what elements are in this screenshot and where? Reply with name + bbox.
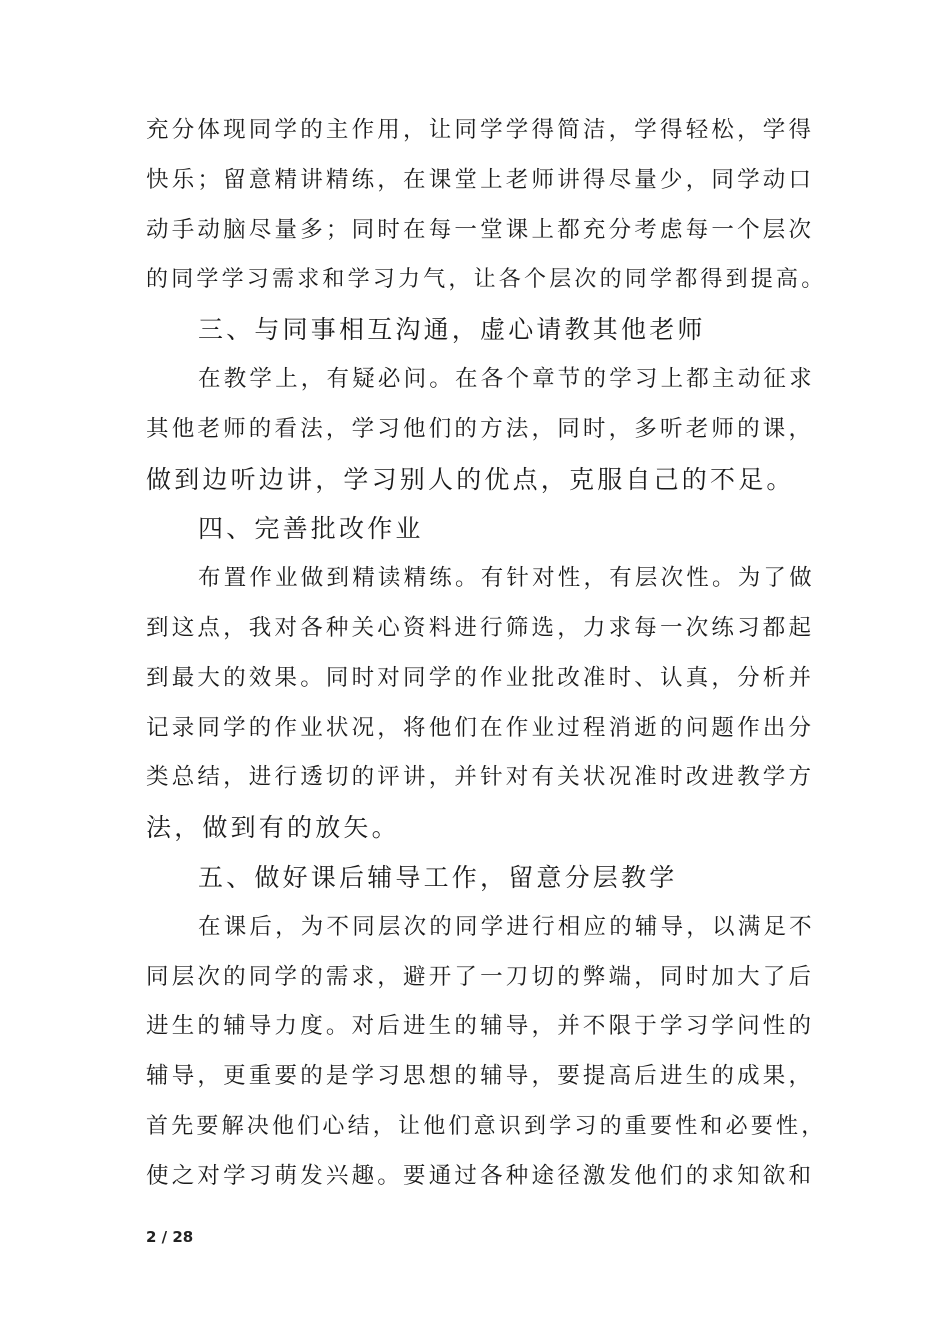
text-line: 进生的辅导力度。对后进生的辅导，并不限于学习学问性的: [146, 1013, 815, 1040]
text-line: 到最大的效果。同时对同学的作业批改准时、认真，分析并: [146, 664, 815, 691]
text-line: 类总结，进行透切的评讲，并针对有关状况准时改进教学方: [146, 764, 815, 791]
document-body: [146, 106, 826, 1202]
text-line: 快乐；留意精讲精练，在课堂上老师讲得尽量少，同学动口: [146, 166, 815, 193]
text-line: 首先要解决他们心结，让他们意识到学习的重要性和必要性，: [146, 1113, 827, 1139]
text-line: 法，做到有的放矢。: [146, 813, 400, 843]
text-line: 到这点，我对各种关心资料进行筛选，力求每一次练习都起: [146, 614, 815, 641]
paragraph-start-line: 五、做好课后辅导工作，留意分层教学: [198, 862, 678, 892]
text-line: 其他老师的看法，学习他们的方法，同时，多听老师的课，: [146, 415, 815, 442]
text-line: 使之对学习萌发兴趣。要通过各种途径激发他们的求知欲和: [146, 1162, 815, 1189]
text-line: 同层次的同学的需求，避开了一刀切的弊端，同时加大了后: [146, 963, 815, 990]
paragraph-start-line: 在课后，为不同层次的同学进行相应的辅导，以满足不: [198, 913, 815, 940]
text-line: 动手动脑尽量多；同时在每一堂课上都充分考虑每一个层次: [146, 216, 815, 243]
paragraph-start-line: 三、与同事相互沟通，虚心请教其他老师: [198, 315, 706, 345]
text-line: 辅导，更重要的是学习思想的辅导，要提高后进生的成果，: [146, 1063, 815, 1090]
page-number: 2 / 28: [146, 1228, 194, 1246]
text-line: 充分体现同学的主作用，让同学学得简洁，学得轻松，学得: [146, 117, 815, 143]
paragraph-start-line: 布置作业做到精读精练。有针对性，有层次性。为了做: [198, 565, 815, 592]
paragraph-start-line: 四、完善批改作业: [198, 514, 424, 544]
paragraph-start-line: 在教学上，有疑必问。在各个章节的学习上都主动征求: [198, 365, 815, 392]
text-line: 做到边听边讲，学习别人的优点，克服自己的不足。: [146, 464, 795, 494]
text-line: 记录同学的作业状况，将他们在作业过程消逝的问题作出分: [146, 714, 815, 741]
text-line: 的同学学习需求和学习力气，让各个层次的同学都得到提高。: [146, 267, 827, 293]
